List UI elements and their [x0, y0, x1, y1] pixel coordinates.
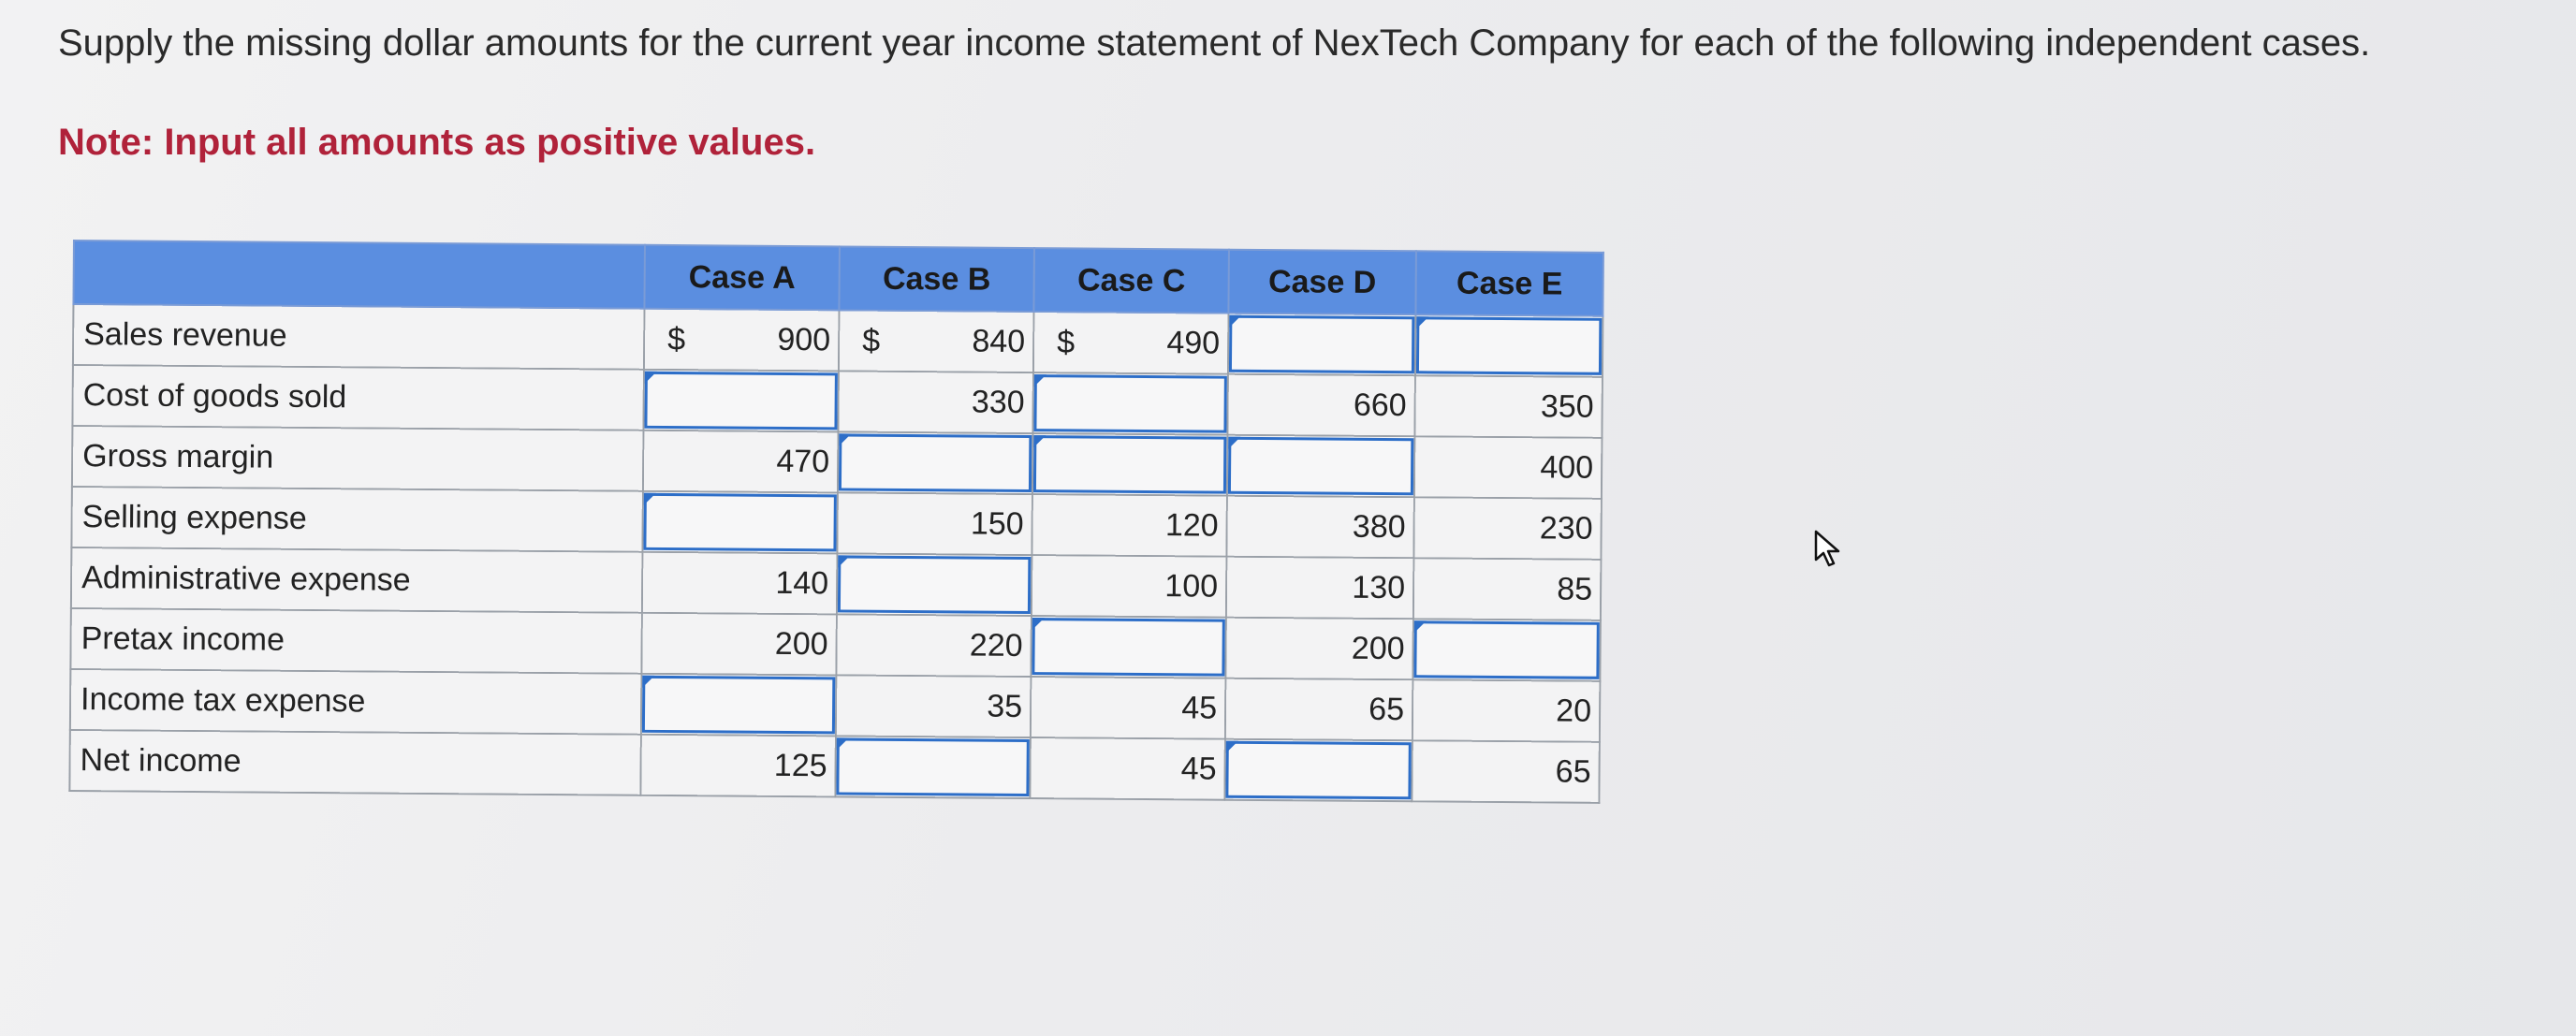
answer-input-case-b[interactable] — [837, 553, 1032, 616]
answer-input-field[interactable] — [1033, 435, 1226, 494]
table-header-row — [73, 241, 1603, 316]
value-cell-case-a — [641, 613, 837, 676]
answer-input-field[interactable] — [1228, 437, 1413, 496]
dollar-sign: $ — [667, 320, 686, 357]
value-cell-case-e — [1414, 375, 1603, 438]
cell-value: 140 — [775, 564, 829, 602]
value-cell-case-e — [1413, 558, 1602, 620]
row-label: Administrative expense — [71, 547, 642, 613]
value-cell-case-e — [1412, 679, 1601, 742]
mouse-pointer-icon — [1814, 530, 1842, 572]
cell-value: 200 — [774, 625, 828, 663]
answer-input-case-d[interactable] — [1224, 739, 1412, 802]
answer-input-case-b[interactable] — [838, 431, 1033, 494]
value-cell-case-b — [839, 310, 1034, 372]
value-cell-case-c — [1030, 737, 1225, 800]
cell-value: 220 — [969, 627, 1023, 664]
dollar-sign: $ — [1057, 324, 1076, 360]
cell-value: 45 — [1180, 751, 1217, 787]
note-text: Note: Input all amounts as positive values. — [58, 122, 816, 163]
cell-value: 660 — [1353, 387, 1407, 424]
cell-value: 230 — [1539, 510, 1593, 547]
cell-value: 85 — [1557, 571, 1593, 607]
answer-input-field[interactable] — [836, 737, 1029, 796]
header-case-d: Case D — [1228, 250, 1416, 315]
answer-input-field[interactable] — [644, 372, 837, 430]
answer-input-case-d[interactable] — [1228, 314, 1416, 376]
cell-value: 350 — [1540, 388, 1594, 425]
cell-value: 130 — [1352, 569, 1406, 606]
header-case-e: Case E — [1415, 251, 1603, 316]
answer-input-case-c[interactable] — [1031, 616, 1226, 679]
answer-input-field[interactable] — [643, 493, 836, 552]
cell-value: 330 — [971, 384, 1025, 420]
value-cell-case-a — [643, 430, 839, 493]
value-cell-case-a — [644, 309, 840, 372]
value-cell-case-b — [836, 675, 1032, 737]
value-cell-case-a — [642, 552, 838, 615]
answer-input-field[interactable] — [642, 676, 835, 735]
dollar-sign: $ — [862, 322, 881, 358]
table-body — [69, 304, 1603, 803]
answer-input-case-a[interactable] — [641, 674, 837, 737]
value-cell-case-e — [1413, 497, 1602, 560]
row-label: Pretax income — [70, 608, 641, 674]
cell-value: 470 — [776, 443, 830, 480]
answer-input-field[interactable] — [1032, 618, 1224, 677]
value-cell-case-a — [640, 735, 836, 797]
answer-input-case-b[interactable] — [835, 736, 1031, 798]
value-cell-case-c — [1032, 555, 1227, 618]
header-case-c: Case C — [1033, 248, 1229, 314]
value-cell-case-d — [1227, 374, 1415, 437]
value-cell-case-c — [1032, 494, 1227, 557]
value-cell-case-c — [1031, 677, 1226, 739]
cell-value: 380 — [1352, 508, 1406, 546]
income-statement-table — [68, 240, 1604, 804]
answer-input-field[interactable] — [1229, 315, 1414, 374]
row-label: Sales revenue — [73, 304, 644, 370]
cell-value: 65 — [1555, 753, 1591, 790]
answer-input-case-a[interactable] — [642, 491, 838, 554]
value-cell-case-d — [1226, 557, 1414, 620]
cell-value: 900 — [777, 321, 831, 358]
cell-value: 840 — [972, 323, 1026, 359]
header-case-a: Case A — [644, 245, 840, 311]
cell-value: 100 — [1164, 568, 1219, 605]
value-cell-case-d — [1225, 618, 1413, 680]
row-label: Income tax expense — [70, 669, 641, 735]
value-cell-case-d — [1225, 679, 1413, 741]
value-cell-case-b — [836, 614, 1032, 677]
cell-value: 65 — [1368, 691, 1405, 728]
answer-input-field[interactable] — [1033, 374, 1226, 433]
cell-value: 125 — [773, 747, 827, 784]
cell-value: 150 — [970, 505, 1024, 542]
table-row — [69, 730, 1599, 803]
answer-input-case-e[interactable] — [1412, 619, 1601, 681]
answer-input-case-c[interactable] — [1032, 433, 1228, 496]
cell-value: 400 — [1540, 449, 1594, 486]
answer-input-field[interactable] — [838, 555, 1031, 614]
answer-input-case-e[interactable] — [1415, 314, 1603, 377]
row-label: Selling expense — [71, 487, 642, 552]
income-statement-table-wrapper — [68, 240, 1604, 804]
answer-input-field[interactable] — [1413, 620, 1599, 679]
cell-value: 20 — [1556, 693, 1592, 729]
value-cell-case-b — [838, 371, 1033, 433]
answer-input-field[interactable] — [1225, 741, 1411, 800]
answer-input-case-c[interactable] — [1032, 372, 1228, 435]
row-label: Gross margin — [72, 426, 643, 491]
cell-value: 200 — [1351, 630, 1405, 667]
cell-value: 45 — [1181, 690, 1218, 726]
header-case-b: Case B — [839, 246, 1034, 312]
row-label: Net income — [69, 730, 640, 795]
value-cell-case-e — [1414, 436, 1603, 499]
cell-value: 490 — [1166, 325, 1221, 361]
value-cell-case-e — [1412, 740, 1600, 803]
row-label: Cost of goods sold — [72, 365, 643, 430]
question-text: Supply the missing dollar amounts for the current year income statement of NexTech Company for each of the following independent cases. — [58, 22, 2371, 64]
answer-input-field[interactable] — [839, 433, 1032, 492]
cell-value: 120 — [1164, 507, 1219, 544]
value-cell-case-d — [1226, 496, 1414, 559]
value-cell-case-b — [837, 492, 1032, 555]
cell-value: 35 — [987, 688, 1023, 724]
header-blank — [73, 241, 645, 309]
value-cell-case-c — [1033, 312, 1229, 374]
answer-input-case-a[interactable] — [643, 370, 839, 432]
answer-input-case-d[interactable] — [1227, 435, 1415, 498]
answer-input-field[interactable] — [1416, 316, 1602, 375]
